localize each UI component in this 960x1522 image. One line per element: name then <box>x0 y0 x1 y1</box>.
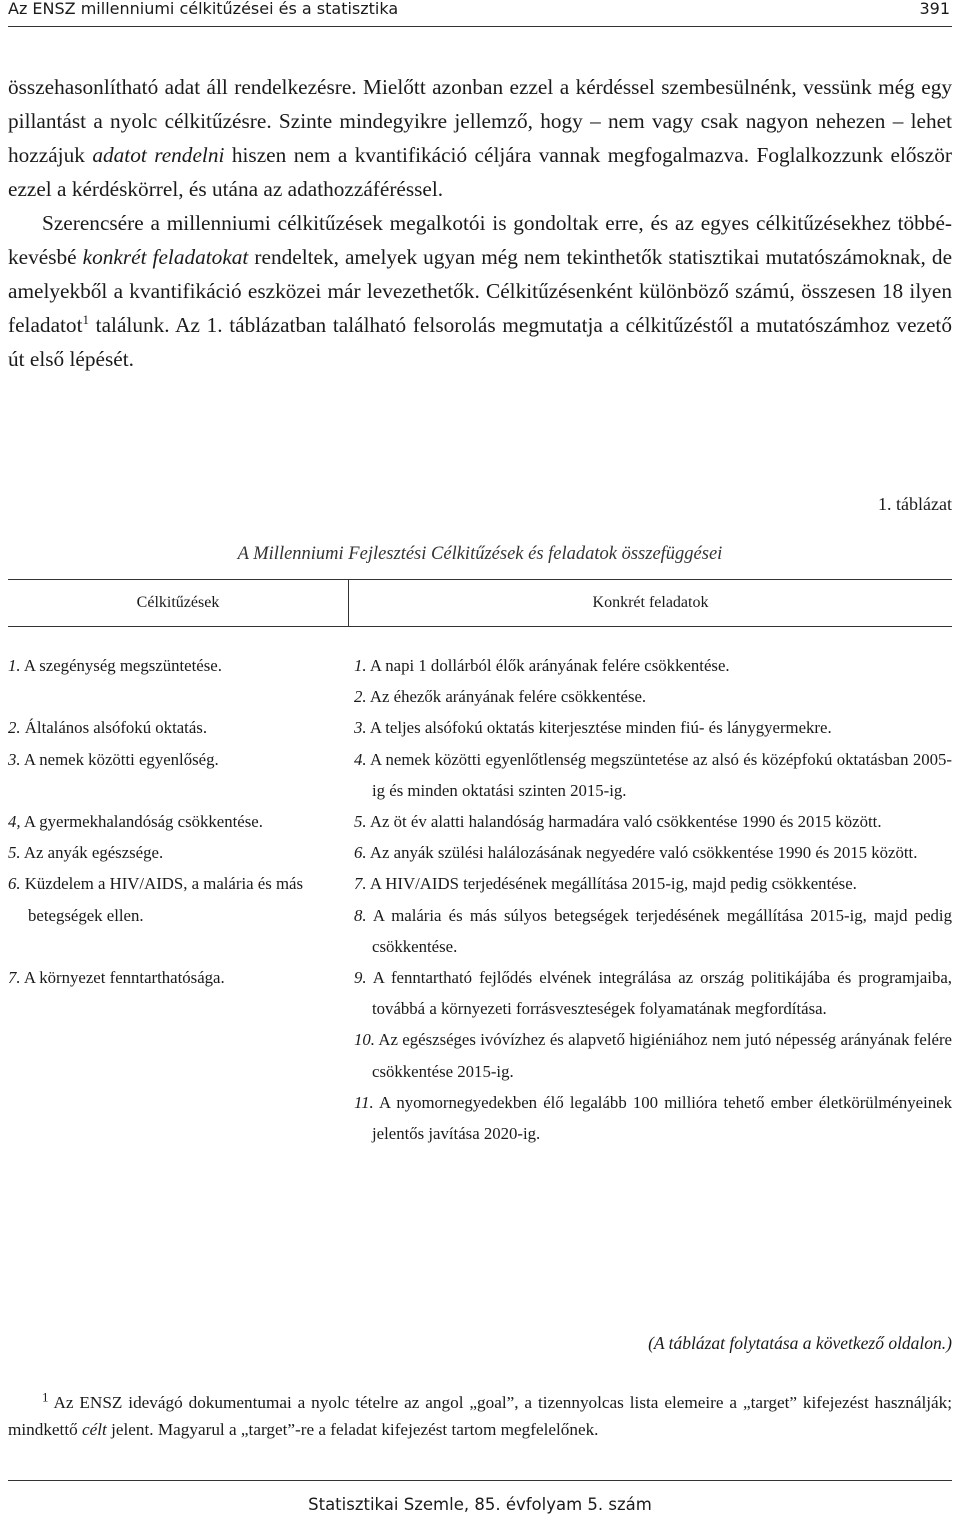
task-text: A nemek közötti egyenlőtlenség megszüntetése az alsó és középfokú oktatásban 2005-ig és minden oktatási szinten 2015-ig. <box>366 749 952 800</box>
tasks-cell <box>348 712 952 743</box>
task-item <box>354 837 952 868</box>
goal-item <box>8 712 348 743</box>
task-item <box>354 868 952 899</box>
goal-number: 1. <box>8 656 21 675</box>
goal-text: A szegénység megszüntetése. <box>20 656 222 675</box>
body-text <box>8 70 952 376</box>
paragraph-2-text-a: Szerencsére a millenniumi célkitűzések megalkotói is gondoltak erre, és az egyes célkitűzésekhez többé-kevésbé <box>8 211 952 269</box>
task-text: A malária és más súlyos betegségek terjedésének megállítása 2015-ig, majd pedig csökkentése. <box>366 905 952 956</box>
header-title: Az ENSZ millenniumi célkitűzései és a statisztika <box>8 0 399 18</box>
table-row <box>8 868 952 962</box>
tasks-cell <box>348 806 952 837</box>
paragraph-2 <box>8 206 952 376</box>
table-body <box>8 650 952 1149</box>
task-number: 7. <box>354 874 367 894</box>
task-text: A teljes alsófokú oktatás kiterjesztése minden fiú- és lánygyermekre. <box>366 718 832 738</box>
task-item <box>354 650 952 681</box>
task-item <box>354 806 952 837</box>
task-item <box>354 744 952 806</box>
task-item <box>354 1087 952 1149</box>
goal-number: 7. <box>8 968 21 988</box>
footnote <box>8 1389 952 1443</box>
task-number: 11. <box>354 1092 374 1112</box>
task-text: A nyomornegyedekben élő legalább 100 millióra tehető ember életkörülményeinek jelentős javítása 2020-ig. <box>372 1092 952 1144</box>
task-number: 10. <box>354 1030 375 1050</box>
tasks-cell <box>348 744 952 806</box>
task-text: A HIV/AIDS terjedésének megállítása 2015-ig, majd pedig csökkentése. <box>366 874 857 894</box>
column-header-goals: Célkitűzések <box>136 594 220 611</box>
goal-number: 5. <box>8 843 21 863</box>
goal-item <box>8 837 348 868</box>
footnote-reference[interactable]: 1 <box>82 311 89 327</box>
task-text: A napi 1 dollárból élők arányának felére csökkentése. <box>366 656 730 675</box>
table-label: 1. táblázat <box>878 494 952 514</box>
table-continued-note: (A táblázat folytatása a következő oldalon.) <box>648 1333 952 1353</box>
footnote-emphasis: célt <box>82 1420 107 1439</box>
tasks-cell <box>348 868 952 962</box>
paragraph-2-emphasis: konkrét feladatokat <box>82 245 249 269</box>
goal-item <box>8 962 348 993</box>
task-number: 9. <box>354 968 367 988</box>
task-text: Az anyák szülési halálozásának negyedére való csökkentése 1990 és 2015 között. <box>366 843 918 863</box>
tasks-cell <box>348 837 952 868</box>
goal-cell <box>8 744 348 806</box>
task-item <box>354 1024 952 1086</box>
column-header-tasks: Konkrét feladatok <box>592 594 709 611</box>
goal-cell <box>8 837 348 868</box>
goal-number: 6. <box>8 874 21 894</box>
table-title: A Millenniumi Fejlesztési Célkitűzések és feladatok összefüggései <box>237 544 723 564</box>
goal-text: Küzdelem a HIV/AIDS, a malária és más betegségek ellen. <box>20 874 303 925</box>
journal-name: Statisztikai Szemle, 85. évfolyam 5. szám <box>308 1495 652 1514</box>
goal-item <box>8 650 348 681</box>
paragraph-1-text: összehasonlítható adat áll rendelkezésre. Mielőtt azonban ezzel a kérdéssel szembesülnénk, vessünk még egy pillantást a nyolc célkitűzésre. Szinte mindegyikre jellemző, hogy – nem vagy csak nagyon nehezen – lehet hozzájuk <box>8 75 952 167</box>
task-number: 1. <box>354 656 367 675</box>
goal-number: 4, <box>8 812 21 832</box>
running-header <box>8 0 952 27</box>
running-footer <box>8 1480 952 1522</box>
task-text: Az öt év alatti halandóság harmadára való csökkentése 1990 és 2015 között. <box>366 812 882 832</box>
goal-number: 2. <box>8 718 21 738</box>
task-text: A fenntartható fejlődés elvének integrálása az ország politikájába és programjaiba, továbbá a környezeti forrásveszteségek folyamatának megfordítása. <box>366 968 952 1019</box>
goal-text: A környezet fenntarthatósága. <box>20 968 225 988</box>
footnote-text <box>8 1389 952 1443</box>
goal-cell <box>8 868 348 962</box>
table-header <box>8 579 952 627</box>
task-item <box>354 900 952 962</box>
task-number: 4. <box>354 749 367 769</box>
goal-item <box>8 806 348 837</box>
goal-cell <box>8 806 348 837</box>
goal-text: Az anyák egészsége. <box>20 843 164 863</box>
footnote-text-a: Az ENSZ idevágó dokumentumai a nyolc tételre az angol „goal”, a tizennyolcas lista elemeire a „target” kifejezést használják; mindkettő <box>8 1393 952 1439</box>
task-text: Az egészséges ivóvízhez és alapvető higiéniához nem jutó népesség arányának felére csökkentése 2015-ig. <box>372 1030 952 1081</box>
task-item <box>354 712 952 743</box>
paragraph-1-tail: hiszen nem a kvantifikáció céljára vannak megfogalmazva. Foglalkozzunk először ezzel a kérdéskörrel, és utána az adathozzáféréssel. <box>8 143 953 201</box>
table-row <box>8 837 952 868</box>
tasks-cell <box>348 650 952 712</box>
goal-text: A gyermekhalandóság csökkentése. <box>20 812 263 832</box>
goal-cell <box>8 650 348 712</box>
goal-text: Általános alsófokú oktatás. <box>20 718 208 738</box>
task-item <box>354 962 952 1024</box>
task-number: 2. <box>354 687 367 707</box>
goal-cell <box>8 712 348 743</box>
table-row <box>8 744 952 806</box>
task-item <box>354 681 952 712</box>
task-number: 3. <box>354 718 367 738</box>
task-text: Az éhezők arányának felére csökkentése. <box>366 687 647 707</box>
paragraph-1-emphasis: adatot rendelni <box>92 143 225 167</box>
goal-number: 3. <box>8 749 21 769</box>
table-row <box>8 806 952 837</box>
goal-item <box>8 744 348 775</box>
table-row <box>8 650 952 712</box>
paragraph-2-text-b: rendeltek, amelyek ugyan még nem tekinthetők statisztikai mutatószámoknak, de amelyekből a kvantifikáció eszközei már levezethetők. Célkitűzésenként különböző számú, összesen 18 ilyen feladatot <box>8 245 953 337</box>
goal-text: A nemek közötti egyenlőség. <box>20 749 219 769</box>
footnote-mark: 1 <box>42 1389 49 1405</box>
goal-item <box>8 868 348 930</box>
footnote-text-b: jelent. Magyarul a „target”-re a feladat kifejezést tartom megfelelőnek. <box>106 1420 599 1439</box>
tasks-cell <box>348 962 952 1149</box>
task-number: 5. <box>354 812 367 832</box>
paragraph-1 <box>8 70 952 206</box>
task-number: 6. <box>354 843 367 863</box>
table-row <box>8 712 952 743</box>
paragraph-2-text-c: találunk. Az 1. táblázatban található felsorolás megmutatja a célkitűzéstől a mutatószámhoz vezető út első lépését. <box>8 313 952 371</box>
page-number: 391 <box>919 0 950 18</box>
table-row <box>8 962 952 1149</box>
task-number: 8. <box>354 905 367 925</box>
goal-cell <box>8 962 348 1149</box>
